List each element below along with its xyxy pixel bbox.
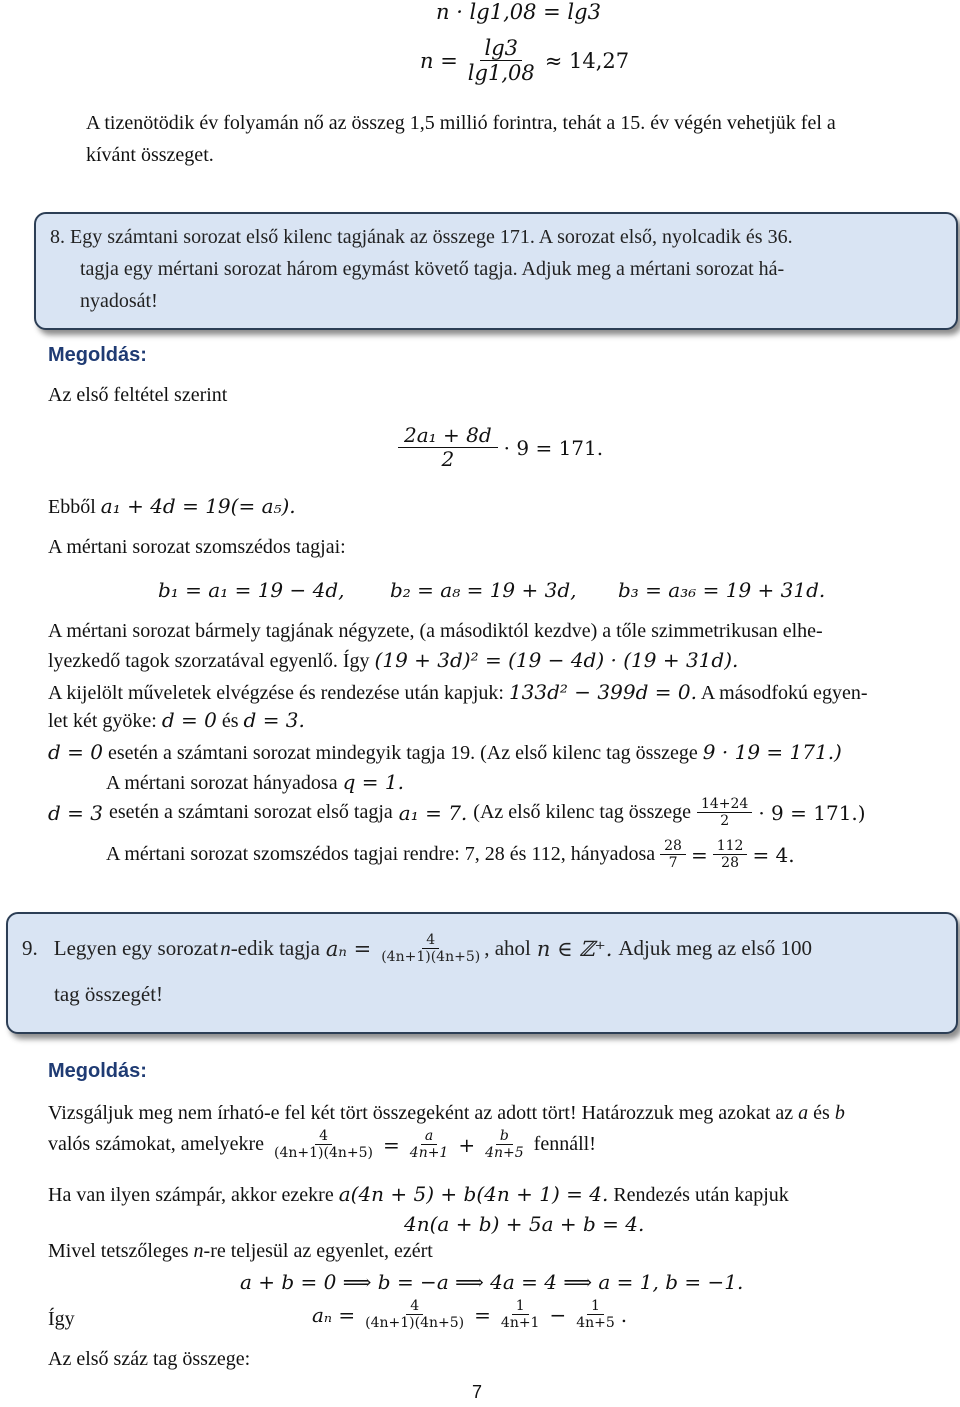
p1-line-2-text: lyezkedő tagok szorzatával egyenlő. Így [48,650,370,672]
igy-f1-num: 4 [406,1298,423,1315]
p2-line-2 [48,708,305,733]
problem-9-box [6,912,958,1034]
solution-8-heading: Megoldás: [48,344,147,366]
p1-line-1: A mértani sorozat bármely tagjának négyzete, (a másodiktól kezdve) a tőle szimmetrikusan elhe- [48,620,823,642]
q-fraction-1 [660,838,686,871]
p1-line-2-math: (19 + 3d)² = (19 − 4d) · (19 + 31d). [374,648,739,672]
case-d3-text-2: (Az első kilenc tag összege [473,801,691,824]
problem-9-line-2: tag összegét! [54,982,164,1006]
b1-equation: b₁ = a₁ = 19 − 4d, [158,578,345,602]
first-condition-text: Az első feltétel szerint [48,384,228,406]
igy-f3-den: 4n+5 [576,1315,615,1332]
q-equals: = [690,842,708,867]
case-d0-q-line [106,770,404,795]
last-line: Az első száz tag összege: [48,1348,251,1370]
solution-9-line-5 [48,1240,433,1263]
solution-9-line-3-tail: Rendezés után kapjuk [613,1184,789,1206]
eq2-lhs: n = [420,48,458,73]
p2-line-1-math: 133d² − 399d = 0. [508,680,697,704]
neighbors-text: A mértani sorozat szomszédos tagjai: [48,536,346,558]
igy-f1-den: (4n+1)(4n+5) [365,1315,465,1332]
case-d3-a1: a₁ = 7. [398,800,468,825]
decomp-fraction-1 [270,1128,377,1161]
igy-text: Így [48,1308,75,1330]
decomp-f1-den: (4n+1)(4n+5) [274,1145,374,1162]
top-text-line-1: A tizenötödik év folyamán nő az összeg 1,5 millió forintra, tehát a 15. év végén vehetjük fel a [86,112,836,134]
decomp-f3-num: b [496,1128,513,1145]
problem-8-line-1: 8. Egy számtani sorozat első kilenc tagjának az összege 171. A sorozat első, nyolcadik és 36. [50,226,793,248]
ebbol-line [48,494,296,519]
problem-9-text-2: -edik tagja [230,936,320,961]
case-d0-q-math: q = 1. [342,770,404,794]
condition-numerator: 2a₁ + 8d [398,424,498,448]
igy-fraction-3 [572,1298,619,1331]
igy-f2-num: 1 [512,1298,529,1315]
decomp-f2-den: 4n+1 [409,1145,449,1162]
solution-9-line-5-tail: -re teljesül az egyenlet, ezért [203,1240,433,1262]
decomp-fraction-3 [481,1128,528,1161]
problem-9-fraction [377,932,484,965]
case-d0-sum: 9 · 19 = 171.) [702,740,842,764]
condition-fraction [398,424,498,471]
p2-and: és [221,710,239,732]
solution-9-line-6: a + b = 0 ⟹ b = −a ⟹ 4a = 4 ⟹ a = 1, b = −1. [240,1270,744,1294]
problem-9-text-1: Legyen egy sorozat [53,936,219,961]
case-d0-math: d = 0 [48,740,103,764]
solution-9-a: a [798,1102,809,1124]
igy-f3-num: 1 [587,1298,604,1315]
igy-fraction-2 [497,1298,544,1331]
solution-9-line-4: 4n(a + b) + 5a + b = 4. [404,1212,645,1236]
p1-line-2 [48,648,738,673]
solution-9-line-1 [48,1102,845,1125]
p2-root-1: d = 0 [161,708,217,732]
eq2-numerator: lg3 [480,36,522,61]
q-fraction-2 [713,838,748,871]
igy-an: aₙ = [312,1302,356,1327]
solution-9-line-2-tail: fennáll! [533,1133,596,1156]
p2-root-2: d = 3. [243,708,305,732]
decomp-fraction-2 [406,1128,453,1161]
case-d3-rhs: · 9 = 171.) [758,800,866,825]
equation-n-fraction [420,36,629,85]
case-d3-math: d = 3 [48,800,103,825]
solution-9-line-1-text: Vizsgáljuk meg nem írható-e fel két tört összegeként az adott tört! Határozzuk meg azokat az [48,1102,794,1124]
top-text-line-2: kívánt összeget. [86,144,214,166]
p2-line-2-text: let két gyöke: [48,710,157,732]
q-frac-1-num: 28 [660,838,686,855]
problem-8-line-3: nyadosát! [80,290,158,312]
solution-9-line-2 [48,1128,596,1161]
p2-line-1-text: A kijelölt műveletek elvégzése és rendezése után kapjuk: [48,682,504,704]
problem-9-text-3: , ahol [484,936,531,961]
case-d0-text: esetén a számtani sorozat mindegyik tagja 19. (Az első kilenc tag összege [108,742,698,764]
ebbol-math: a₁ + 4d = 19(= a₅). [100,494,296,518]
page-number: 7 [472,1382,483,1402]
solution-9-line-3-math: a(4n + 5) + b(4n + 1) = 4. [338,1182,609,1206]
igy-equation [312,1298,627,1331]
case-d3-line [48,796,866,829]
case-d3-q-text: A mértani sorozat szomszédos tagjai rendre: 7, 28 és 112, hányadosa [106,843,656,866]
igy-period: . [620,1302,628,1327]
case-d3-fraction [697,796,752,829]
problem-8-line-2: tagja egy mértani sorozat három egymást követő tagja. Adjuk meg a mértani sorozat há- [80,258,785,280]
p2-line-1 [48,680,867,705]
case-d3-frac-num: 14+24 [697,796,752,813]
condition-rhs: · 9 = 171. [503,435,604,460]
igy-fraction-1 [361,1298,468,1331]
solution-9-b: b [834,1102,845,1124]
decomp-equals: = [383,1132,400,1157]
equation-n-lg: n · lg1,08 = lg3 [436,0,601,24]
problem-9-text-4: Adjuk meg az első 100 [618,936,812,961]
b2-equation: b₂ = a₈ = 19 + 3d, [390,578,577,602]
eq2-rhs: ≈ 14,27 [544,48,630,73]
problem-9-frac-den: (4n+1)(4n+5) [381,949,481,966]
decomp-f2-num: a [421,1128,437,1145]
solution-9-line-3 [48,1182,789,1207]
problem-9-number: 9. [22,936,38,961]
q-frac-2-den: 28 [721,855,739,872]
problem-9-frac-num: 4 [422,932,439,949]
problem-9-an: aₙ = [325,936,372,961]
case-d3-q-line [106,838,795,871]
decomp-f3-den: 4n+5 [485,1145,524,1162]
decomp-f1-num: 4 [315,1128,332,1145]
problem-9-line-1 [22,932,812,965]
case-d3-frac-den: 2 [720,813,730,830]
igy-f2-den: 4n+1 [500,1315,540,1332]
eq2-fraction [464,36,539,85]
b3-equation: b₃ = a₃₆ = 19 + 31d. [618,578,826,602]
solution-9-line-5-n: n [193,1240,204,1262]
problem-9-set: n ∈ ℤ⁺. [536,936,613,961]
solution-9-and: és [813,1102,830,1124]
first-condition-equation [398,424,603,471]
igy-minus: − [549,1302,567,1327]
q-frac-2-num: 112 [713,838,748,855]
p2-line-1-tail: A másodfokú egyen- [700,682,868,704]
condition-denominator: 2 [441,447,455,471]
solution-9-heading: Megoldás: [48,1060,147,1082]
solution-9-line-3-text: Ha van ilyen számpár, akkor ezekre [48,1184,334,1206]
ebbol-text: Ebből [48,496,96,518]
eq2-denominator: lg1,08 [467,61,535,86]
problem-9-n: n [220,936,231,961]
case-d3-text: esetén a számtani sorozat első tagja [109,801,393,824]
solution-9-line-5-text: Mivel tetszőleges [48,1240,189,1262]
decomp-plus: + [458,1132,476,1157]
solution-9-line-2-text: valós számokat, amelyekre [48,1133,265,1156]
q-result: = 4. [752,842,795,867]
igy-equals: = [474,1302,491,1327]
q-frac-1-den: 7 [668,855,678,872]
case-d0-line [48,740,842,765]
case-d0-q-text: A mértani sorozat hányadosa [106,772,338,794]
